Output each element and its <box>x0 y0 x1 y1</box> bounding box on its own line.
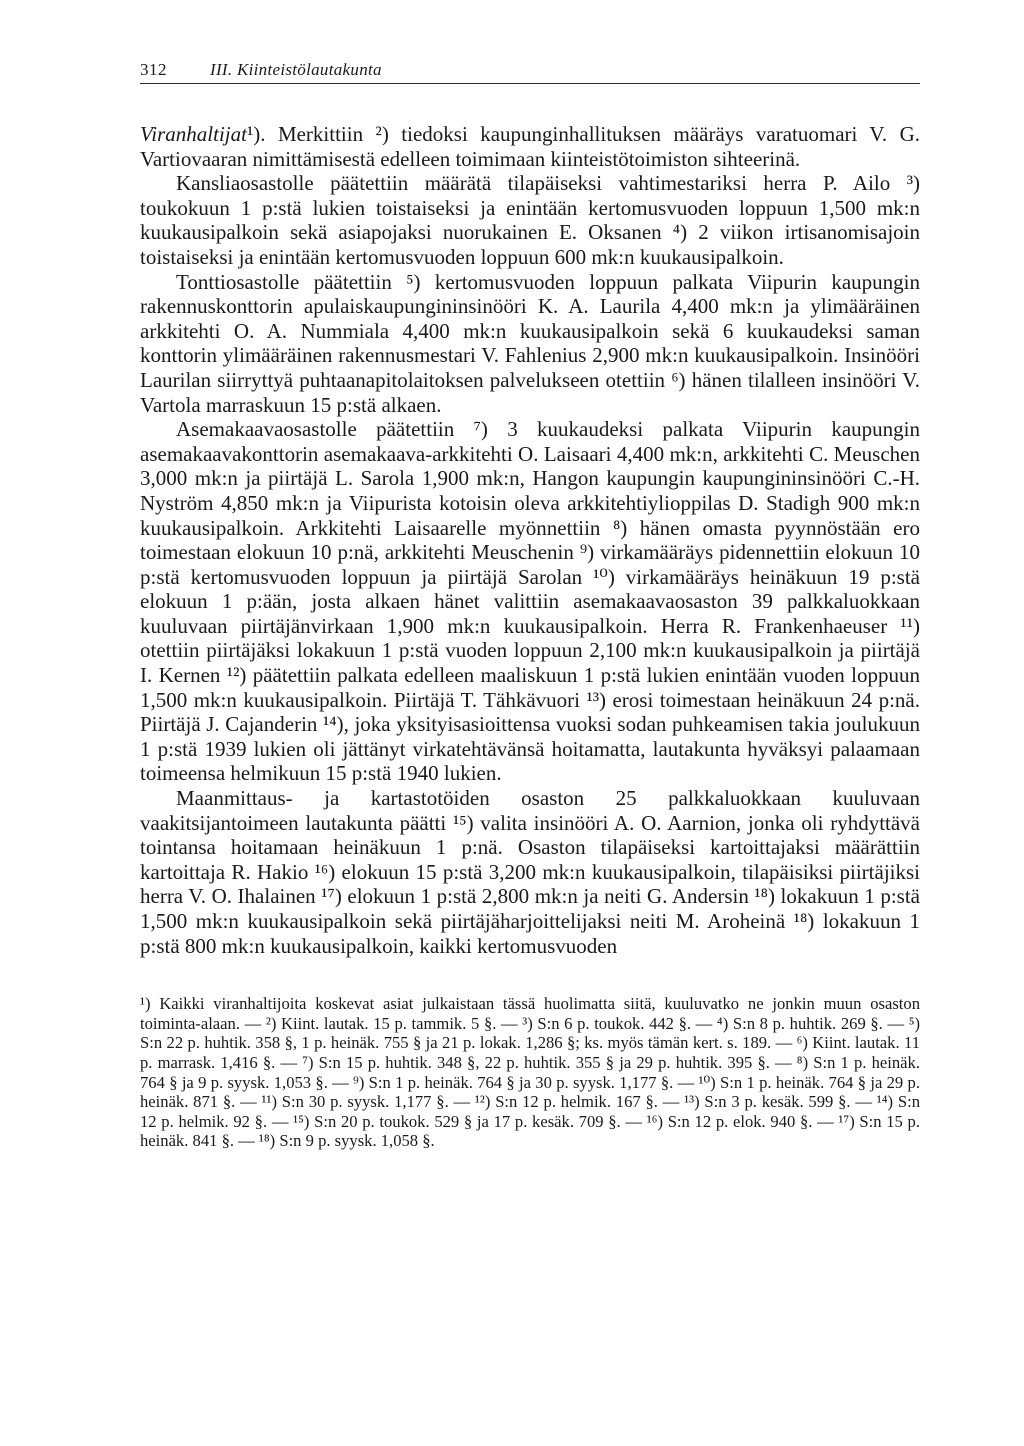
paragraph-maanmittaus: Maanmittaus- ja kartastotöiden osaston 25 palkkaluokkaan kuuluvaan vaakitsijantoimeen lautakunta päätti ¹⁵) valita insinööri A. O. Aarnion, jonka oli ryhdyttävä tointansa hoitamaan heinäkuun 1 p:nä. Osaston tilapäiseksi kartoittajaksi määrättiin kartoittaja R. Hakio ¹⁶) elokuun 15 p:stä 3,200 mk:n kuukausipalkoin, tilapäisiksi piirtäjiksi herra V. O. Ihalainen ¹⁷) elokuun 1 p:stä 2,800 mk:n ja neiti G. Andersin ¹⁸) lokakuun 1 p:stä 1,500 mk:n kuukausipalkoin sekä piirtäjäharjoittelijaksi neiti M. Aroheinä ¹⁸) lokakuun 1 p:stä 800 mk:n kuukausipalkoin, kaikki kertomusvuoden <box>140 786 920 958</box>
page-number: 312 <box>140 60 167 79</box>
paragraph-asemakaavaosasto: Asemakaavaosastolle päätettiin ⁷) 3 kuukaudeksi palkata Viipurin kaupungin asemakaavakonttorin asemakaava-arkkitehti O. Laisaari 4,400 mk:n, arkkitehti C. Meuschen 3,000 mk:n ja piirtäjä L. Sarola 1,900 mk:n, Hangon kaupungin kaupungininsinööri C.-H. Nyström 4,850 mk:n ja Viipurista kotoisin oleva arkkitehtiylioppilas D. Stadigh 900 mk:n kuukausipalkoin. Arkkitehti Laisaarelle myönnettiin ⁸) hänen omasta pyynnöstään ero toimestaan elokuun 10 p:nä, arkkitehti Meuschenin ⁹) virkamääräys pidennettiin elokuun 10 p:stä kertomusvuoden loppuun ja piirtäjä Sarolan ¹⁰) virkamääräys heinäkuun 19 p:stä elokuun 1 p:ään, josta alkaen hänet valittiin asemakaavaosaston 39 palkkaluokkaan kuuluvaan piirtäjänvirkaan 1,900 mk:n kuukausipalkoin. Herra R. Frankenhaeuser ¹¹) otettiin piirtäjäksi lokakuun 1 p:stä vuoden loppuun 2,100 mk:n kuukausipalkoin ja piirtäjä I. Kernen ¹²) päätettiin palkata edelleen maaliskuun 1 p:stä lukien enintään vuoden loppuun 1,500 mk:n kuukausipalkoin. Piirtäjä T. Tähkävuori ¹³) erosi toimestaan heinäkuun 24 p:nä. Piirtäjä J. Cajanderin ¹⁴), joka yksityisasioittensa vuoksi sodan puhkeamisen takia joulukuun 1 p:stä 1939 lukien oli jättänyt virkatehtävänsä hoitamatta, lautakunta hyväksyi palaamaan toimeensa helmikuun 15 p:stä 1940 lukien. <box>140 417 920 786</box>
page-header <box>140 60 920 84</box>
paragraph-viranhaltijat <box>140 122 920 171</box>
book-page <box>140 60 920 1151</box>
section-lead: Viranhaltijat <box>140 122 247 146</box>
paragraph-text: ¹). Merkittiin ²) tiedoksi kaupunginhallituksen määräys varatuomari V. G. Vartiovaaran nimittämisestä edelleen toimimaan kiinteistötoimiston sihteerinä. <box>140 122 920 171</box>
footnote-text: ¹) Kaikki viranhaltijoita koskevat asiat julkaistaan tässä huolimatta siitä, kuuluvatko ne jonkin muun osaston toiminta-alaan. — ²) Kiint. lautak. 15 p. tammik. 5 §. — ³) S:n 6 p. toukok. 442 §. — ⁴) S:n 8 p. huhtik. 269 §. — ⁵) S:n 22 p. huhtik. 358 §, 1 p. heinäk. 755 § ja 21 p. lokak. 1,286 §; ks. myös tämän kert. s. 189. — ⁶) Kiint. lautak. 11 p. marrask. 1,416 §. — ⁷) S:n 15 p. huhtik. 348 §, 22 p. huhtik. 355 § ja 29 p. huhtik. 395 §. — ⁸) S:n 1 p. heinäk. 764 § ja 9 p. syysk. 1,053 §. — ⁹) S:n 1 p. heinäk. 764 § ja 30 p. syysk. 1,177 §. — ¹⁰) S:n 1 p. heinäk. 764 § ja 29 p. heinäk. 871 §. — ¹¹) S:n 30 p. syysk. 1,177 §. — ¹²) S:n 12 p. helmik. 167 §. — ¹³) S:n 3 p. kesäk. 599 §. — ¹⁴) S:n 12 p. helmik. 92 §. — ¹⁵) S:n 20 p. toukok. 529 § ja 17 p. kesäk. 709 §. — ¹⁶) S:n 12 p. elok. 940 §. — ¹⁷) S:n 15 p. heinäk. 841 §. — ¹⁸) S:n 9 p. syysk. 1,058 §. <box>140 994 920 1151</box>
footnotes <box>140 994 920 1151</box>
paragraph-tonttiosasto: Tonttiosastolle päätettiin ⁵) kertomusvuoden loppuun palkata Viipurin kaupungin rakennuskonttorin apulaiskaupungininsinööri K. A. Laurila 4,400 mk:n ja ylimääräinen arkkitehti O. A. Nummiala 4,400 mk:n kuukausipalkoin sekä 6 kuukaudeksi saman konttorin ylimääräinen rakennusmestari V. Fahlenius 2,900 mk:n kuukausipalkoin. Insinööri Laurilan siirryttyä puhtaanapitolaitoksen palvelukseen otettiin ⁶) hänen tilalleen insinööri V. Vartola marraskuun 15 p:stä alkaen. <box>140 269 920 417</box>
body-text <box>140 122 920 958</box>
running-title: III. Kiinteistölautakunta <box>210 60 382 79</box>
paragraph-kansliaosasto: Kansliaosastolle päätettiin määrätä tilapäiseksi vahtimestariksi herra P. Ailo ³) toukokuun 1 p:stä lukien toistaiseksi ja enintään kertomusvuoden loppuun 1,500 mk:n kuukausipalkoin sekä asiapojaksi nuorukainen E. Oksanen ⁴) 2 viikon irtisanomisajoin toistaiseksi ja enintään kertomusvuoden loppuun 600 mk:n kuukausipalkoin. <box>140 171 920 269</box>
